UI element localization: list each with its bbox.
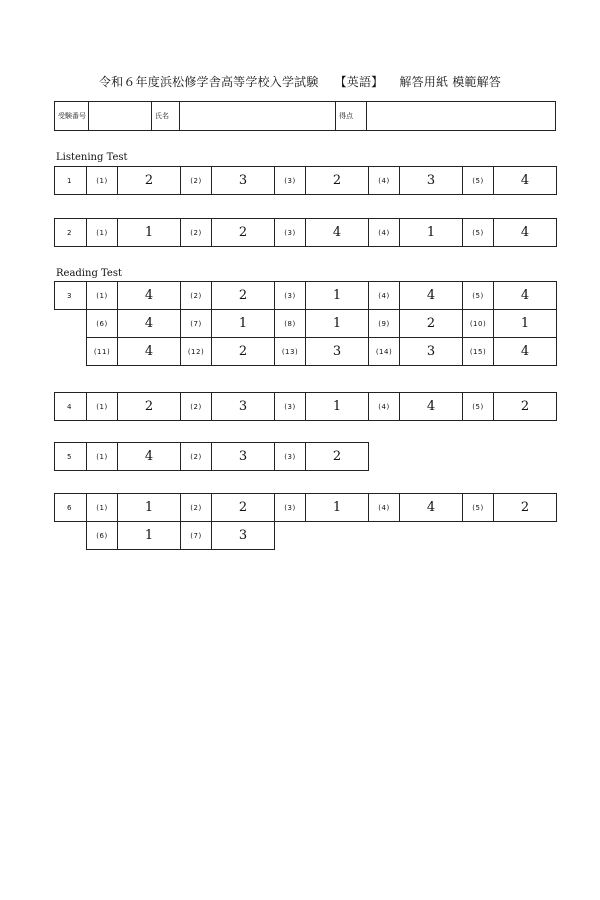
name-label: 氏名 xyxy=(152,102,180,130)
answer-value: 2 xyxy=(306,443,369,471)
answer-value: 1 xyxy=(306,393,369,421)
name-field[interactable] xyxy=(180,102,336,130)
answer-value: 4 xyxy=(494,338,557,366)
answer-value: 1 xyxy=(306,494,369,522)
question-number: (4) xyxy=(369,167,400,195)
question-number: (3) xyxy=(275,167,306,195)
question-number: (2) xyxy=(181,219,212,247)
spacer-cell xyxy=(55,522,87,550)
question-number: (7) xyxy=(181,310,212,338)
answer-value: 1 xyxy=(212,310,275,338)
question-number: (3) xyxy=(275,494,306,522)
answer-value: 4 xyxy=(118,282,181,310)
question-number: (9) xyxy=(369,310,400,338)
question-number: (11) xyxy=(87,338,118,366)
question-number: (5) xyxy=(463,219,494,247)
answer-row xyxy=(55,522,557,550)
question-number: (1) xyxy=(87,167,118,195)
problem-3-answer-grid xyxy=(54,281,557,366)
question-number: (5) xyxy=(463,282,494,310)
answer-row xyxy=(55,310,557,338)
question-number: (4) xyxy=(369,393,400,421)
answer-value: 3 xyxy=(212,393,275,421)
question-number: (4) xyxy=(369,219,400,247)
question-number: (2) xyxy=(181,443,212,471)
spacer-cell xyxy=(55,338,87,366)
answer-value: 2 xyxy=(118,167,181,195)
question-number: (4) xyxy=(369,494,400,522)
answer-value: 2 xyxy=(118,393,181,421)
answer-value: 2 xyxy=(400,310,463,338)
answer-row xyxy=(55,443,369,471)
question-number: (8) xyxy=(275,310,306,338)
exam-number-label: 受験番号 xyxy=(55,102,89,130)
answer-value: 3 xyxy=(212,443,275,471)
answer-row xyxy=(55,393,557,421)
answer-value: 3 xyxy=(212,522,275,550)
reading-test-label: Reading Test xyxy=(56,268,122,279)
answer-value: 4 xyxy=(118,443,181,471)
question-number: (1) xyxy=(87,494,118,522)
answer-value: 1 xyxy=(118,494,181,522)
question-number: (3) xyxy=(275,443,306,471)
problem-number: 2 xyxy=(55,219,87,247)
answer-value: 4 xyxy=(494,167,557,195)
problem-number: 4 xyxy=(55,393,87,421)
question-number: (6) xyxy=(87,522,118,550)
answer-value: 2 xyxy=(212,219,275,247)
subject-label: 【英語】 xyxy=(334,75,384,89)
answer-value: 4 xyxy=(400,393,463,421)
answer-value: 3 xyxy=(400,167,463,195)
score-label: 得点 xyxy=(336,102,367,130)
answer-row xyxy=(55,219,557,247)
question-number: (1) xyxy=(87,443,118,471)
problem-number: 6 xyxy=(55,494,87,522)
score-field[interactable] xyxy=(367,102,555,130)
spacer-cell xyxy=(55,310,87,338)
answer-value: 1 xyxy=(118,219,181,247)
exam-number-field[interactable] xyxy=(89,102,152,130)
sheet-label: 解答用紙 模範解答 xyxy=(399,75,502,89)
question-number: (6) xyxy=(87,310,118,338)
question-number: (2) xyxy=(181,282,212,310)
question-number: (4) xyxy=(369,282,400,310)
answer-value: 3 xyxy=(212,167,275,195)
question-number: (2) xyxy=(181,167,212,195)
problem-4-answer-grid xyxy=(54,392,557,421)
question-number: (5) xyxy=(463,167,494,195)
answer-value: 3 xyxy=(306,338,369,366)
answer-value: 2 xyxy=(212,282,275,310)
question-number: (14) xyxy=(369,338,400,366)
answer-value: 2 xyxy=(212,338,275,366)
answer-row xyxy=(55,167,557,195)
exam-title: 令和６年度浜松修学舎高等学校入学試験 xyxy=(98,75,319,89)
question-number: (2) xyxy=(181,494,212,522)
problem-2-answer-grid xyxy=(54,218,557,247)
problem-number: 1 xyxy=(55,167,87,195)
question-number: (2) xyxy=(181,393,212,421)
problem-1-answer-grid xyxy=(54,166,557,195)
answer-value: 1 xyxy=(494,310,557,338)
answer-value: 2 xyxy=(494,393,557,421)
answer-value: 4 xyxy=(118,310,181,338)
candidate-info-table xyxy=(54,101,556,131)
answer-row xyxy=(55,338,557,366)
question-number: (15) xyxy=(463,338,494,366)
answer-value: 4 xyxy=(400,494,463,522)
answer-value: 4 xyxy=(400,282,463,310)
question-number: (12) xyxy=(181,338,212,366)
problem-5-answer-grid xyxy=(54,442,369,471)
page-title xyxy=(0,73,600,90)
question-number: (5) xyxy=(463,393,494,421)
answer-value: 4 xyxy=(494,219,557,247)
answer-value: 1 xyxy=(118,522,181,550)
answer-row xyxy=(55,282,557,310)
answer-value: 2 xyxy=(212,494,275,522)
problem-number: 5 xyxy=(55,443,87,471)
question-number: (7) xyxy=(181,522,212,550)
question-number: (1) xyxy=(87,282,118,310)
listening-test-label: Listening Test xyxy=(56,152,128,163)
answer-value: 2 xyxy=(494,494,557,522)
answer-value: 4 xyxy=(118,338,181,366)
problem-6-answer-grid xyxy=(54,493,557,550)
answer-value: 3 xyxy=(400,338,463,366)
answer-value: 4 xyxy=(494,282,557,310)
question-number: (3) xyxy=(275,282,306,310)
answer-value: 1 xyxy=(306,282,369,310)
problem-number: 3 xyxy=(55,282,87,310)
answer-value: 1 xyxy=(306,310,369,338)
question-number: (1) xyxy=(87,219,118,247)
question-number: (10) xyxy=(463,310,494,338)
answer-value: 1 xyxy=(400,219,463,247)
question-number: (5) xyxy=(463,494,494,522)
question-number: (1) xyxy=(87,393,118,421)
question-number: (13) xyxy=(275,338,306,366)
answer-value: 2 xyxy=(306,167,369,195)
question-number: (3) xyxy=(275,219,306,247)
question-number: (3) xyxy=(275,393,306,421)
answer-value: 4 xyxy=(306,219,369,247)
answer-row xyxy=(55,494,557,522)
